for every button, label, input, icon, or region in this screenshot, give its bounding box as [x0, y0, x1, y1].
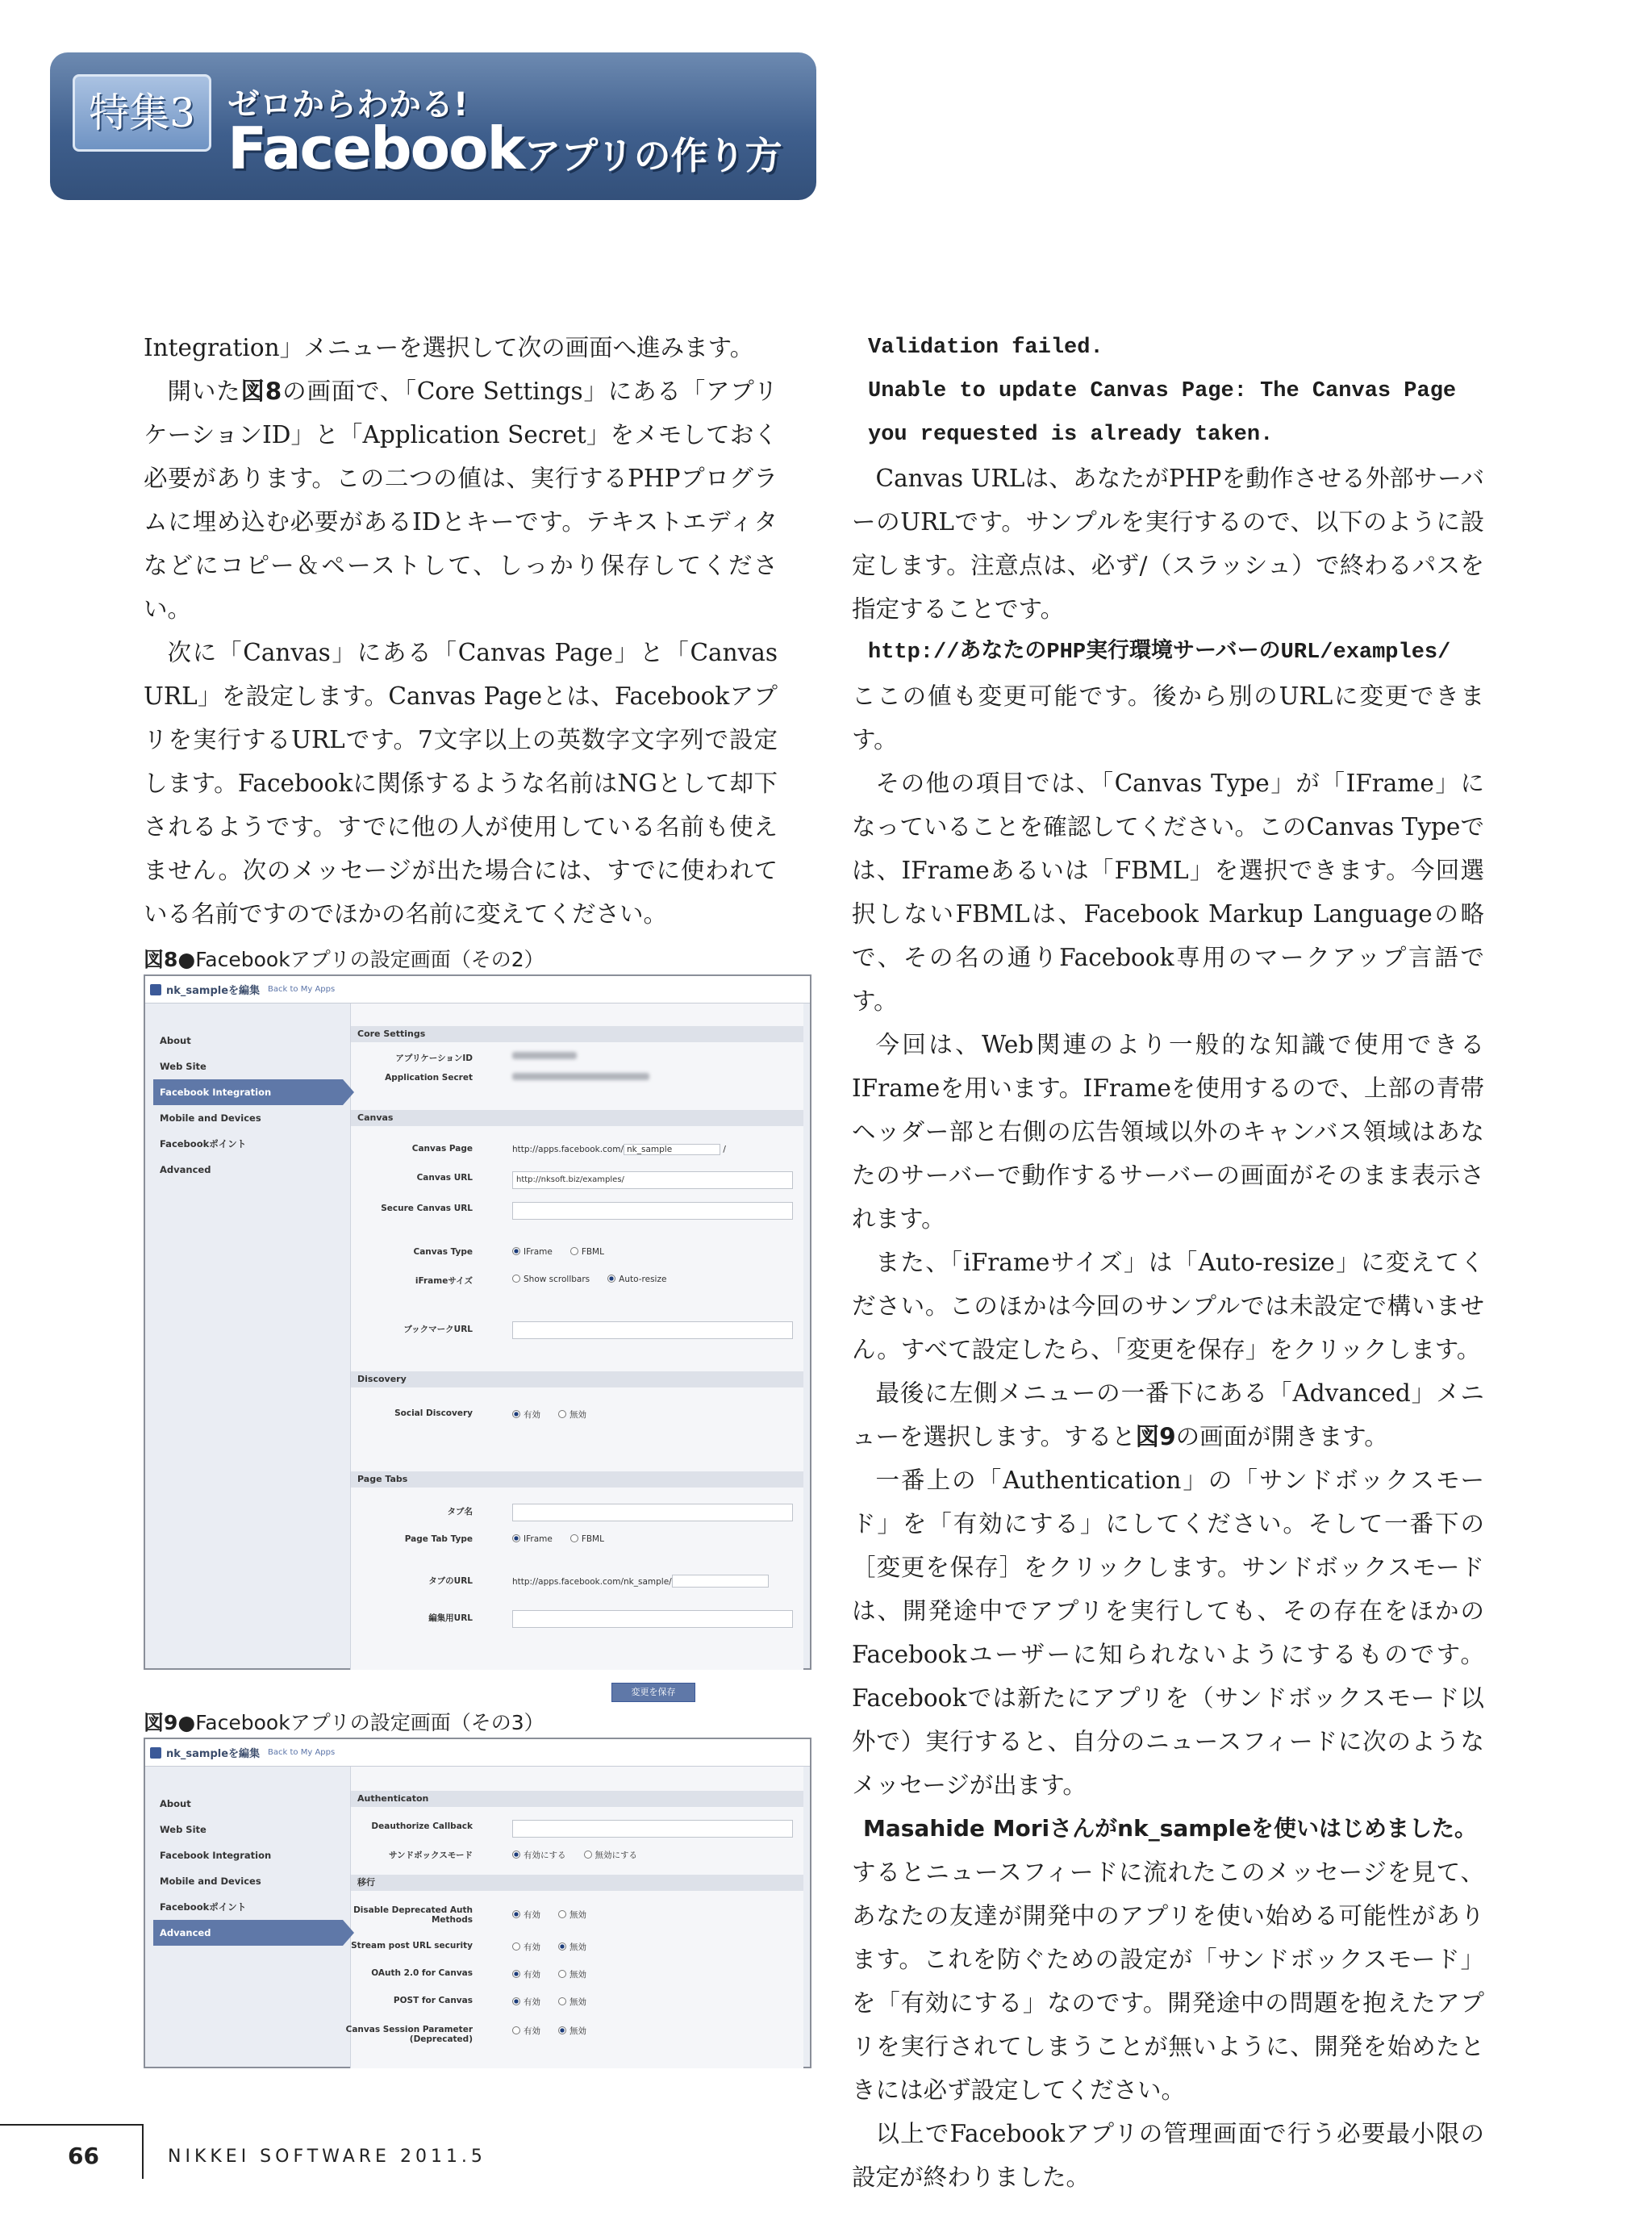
- row-app-id: アプリケーションID: [351, 1050, 803, 1066]
- folio-rule-horizontal: [0, 2124, 142, 2126]
- app-header: [145, 1739, 810, 1767]
- left-paragraph-2: 開いた図8の画面で、「Core Settings」にある「アプリケーションID」と「Application Secret」をメモしておく必要があります。この二つの値は、実行するPHPプログラムに埋め込む必要があるIDとキーです。テキストエディタなどにコピー＆ペーストして、しっかり保存してください。: [144, 378, 778, 623]
- deauthorize-callback-input[interactable]: [512, 1820, 793, 1838]
- figure-8-caption: 図8●Facebookアプリの設定画面（その2）: [144, 948, 544, 971]
- news-feed-message: Masahide Moriさんがnk_sampleを使いはじめました。: [863, 1815, 1478, 1842]
- section-page-tabs: Page Tabs: [351, 1471, 803, 1488]
- canvas-url-input[interactable]: http://nksoft.biz/examples/: [512, 1171, 793, 1189]
- left-paragraph-3: 次に「Canvas」にある「Canvas Page」と「Canvas URL」を設定します。Canvas Pageとは、Facebookアプリを実行するURLです。7文字以上の英数字文字列で設定します。Facebookに関係するような名前はNGとして却下されるようです。すでに他の人が使用している名前も使えません。次のメッセージが出た場合には、すでに使われている名前ですのでほかの名前に変えてください。: [144, 639, 778, 928]
- row-oauth-for-canvas: OAuth 2.0 for Canvas 有効 無効: [371, 1968, 586, 1980]
- sidebar-item-facebook-integration[interactable]: Facebook Integration: [153, 1079, 343, 1105]
- sidebar-item-mobile-and-devices[interactable]: Mobile and Devices: [160, 1112, 261, 1124]
- section-core-settings: Core Settings: [351, 1026, 803, 1042]
- oauth-enabled-radio[interactable]: 有効: [512, 1970, 540, 1980]
- row-canvas-session-parameter: Canvas Session Parameter (Deprecated) 有効 無効: [345, 2025, 586, 2044]
- section-canvas: Canvas: [351, 1110, 803, 1126]
- figure-8-screenshot: [144, 974, 811, 1697]
- right-paragraph-6: 最後に左側メニューの一番下にある「Advanced」メニューを選択します。すると図9の画面が開きます。: [852, 1379, 1484, 1450]
- session-param-enabled-radio[interactable]: 有効: [512, 2026, 540, 2036]
- canvas-page-input[interactable]: nk_sample: [624, 1144, 720, 1155]
- sidebar-item-about[interactable]: About: [160, 1035, 191, 1046]
- facebook-logo-icon: [150, 1747, 161, 1759]
- folio-rule-vertical: [142, 2124, 144, 2179]
- section-migration: 移行: [351, 1875, 803, 1891]
- tab-url-input[interactable]: [672, 1575, 769, 1588]
- row-canvas-page: Canvas Page http://apps.facebook.com/ nk_sample /: [411, 1144, 726, 1154]
- settings-panel: [350, 1004, 803, 1670]
- left-column: [144, 326, 778, 936]
- sidebar-item-advanced[interactable]: Advanced: [153, 1920, 343, 1946]
- figure-9-reference: 図9: [1135, 1423, 1176, 1450]
- back-to-my-apps-link[interactable]: Back to My Apps: [268, 985, 336, 994]
- app-edit-title: nk_sampleを編集: [166, 1748, 261, 1760]
- facebook-logo-icon: [150, 984, 161, 995]
- show-scrollbars-radio[interactable]: Show scrollbars: [512, 1275, 590, 1284]
- sidebar-item-facebook-integration[interactable]: Facebook Integration: [160, 1850, 272, 1861]
- row-secure-canvas-url: Secure Canvas URL: [351, 1202, 803, 1218]
- feature-kicker: ゼロからわかる!: [227, 86, 469, 123]
- sandbox-disable-radio[interactable]: 無効にする: [584, 1851, 638, 1860]
- right-paragraph-9: 以上でFacebookアプリの管理画面で行う必要最小限の設定が終わりました。: [852, 2120, 1484, 2191]
- row-bookmark-url: ブックマークURL: [351, 1321, 803, 1337]
- canvas-type-fbml-radio[interactable]: FBML: [570, 1247, 604, 1257]
- post-canvas-disabled-radio[interactable]: 無効: [558, 1997, 586, 2007]
- figure-8-reference: 図8: [240, 378, 282, 405]
- row-canvas-url: Canvas URL http://nksoft.biz/examples/: [351, 1171, 803, 1187]
- deprecated-auth-disabled-radio[interactable]: 無効: [558, 1910, 586, 1920]
- sandbox-enable-radio[interactable]: 有効にする: [512, 1851, 566, 1860]
- section-discovery: Discovery: [351, 1371, 803, 1387]
- right-paragraph-7: 一番上の「Authentication」の「サンドボックスモード」を「有効にする」にしてください。そして一番下の［変更を保存］をクリックします。サンドボックスモードは、開発途中でアプリを実行しても、その存在をほかのFacebookユーザーに知られないようにするものです。Facebookでは新たにアプリを（サンドボックスモード以外で）実行すると、自分のニュースフィードに次のようなメッセージが出ます。: [852, 1467, 1484, 1799]
- back-to-my-apps-link[interactable]: Back to My Apps: [268, 1748, 336, 1757]
- oauth-disabled-radio[interactable]: 無効: [558, 1970, 586, 1980]
- sidebar-item-facebook-points[interactable]: Facebookポイント: [160, 1138, 247, 1150]
- feature-badge: 特集3: [73, 74, 211, 152]
- figure-9-screenshot: [144, 1738, 811, 2068]
- right-paragraph-8: するとニュースフィードに流れたこのメッセージを見て、あなたの友達が開発中のアプリを使い始める可能性があります。これを防ぐための設定が「サンドボックスモード」を「有効にする」なのです。開発途中の問題を抱えたアプリを実行されてしまうことが無いように、開発を始めたときには必ず設定してください。: [852, 1859, 1484, 2104]
- edit-url-input[interactable]: [512, 1610, 793, 1628]
- session-param-disabled-radio[interactable]: 無効: [558, 2026, 586, 2036]
- row-social-discovery: Social Discovery 有効 無効: [394, 1408, 586, 1420]
- sidebar-item-mobile-and-devices[interactable]: Mobile and Devices: [160, 1876, 261, 1887]
- error-message-line-2: Unable to update Canvas Page: The Canvas Page you requested is already taken.: [868, 379, 1457, 447]
- feature-headline: [227, 115, 782, 182]
- headline-facebook: Facebook: [227, 115, 524, 182]
- row-tab-url: タブのURL http://apps.facebook.com/nk_sample/: [351, 1573, 803, 1589]
- bookmark-url-input[interactable]: [512, 1321, 793, 1339]
- app-header: [145, 976, 810, 1004]
- stream-security-enabled-radio[interactable]: 有効: [512, 1942, 540, 1952]
- social-discovery-disabled-radio[interactable]: 無効: [558, 1410, 586, 1420]
- app-sidebar: [153, 1791, 352, 1946]
- row-iframe-size: iFrameサイズ Show scrollbars Auto-resize: [415, 1275, 667, 1286]
- sidebar-item-advanced[interactable]: Advanced: [160, 1164, 211, 1175]
- right-paragraph-2: ここの値も変更可能です。後から別のURLに変更できます。: [852, 682, 1484, 753]
- figure-9-caption: 図9●Facebookアプリの設定画面（その3）: [144, 1711, 544, 1734]
- sidebar-item-facebook-points[interactable]: Facebookポイント: [160, 1901, 247, 1913]
- stream-security-disabled-radio[interactable]: 無効: [558, 1942, 586, 1952]
- page-tab-iframe-radio[interactable]: IFrame: [512, 1534, 553, 1544]
- tab-name-input[interactable]: [512, 1504, 793, 1521]
- row-page-tab-type: Page Tab Type IFrame FBML: [404, 1534, 604, 1544]
- social-discovery-enabled-radio[interactable]: 有効: [512, 1410, 540, 1420]
- row-deauthorize-callback: Deauthorize Callback: [351, 1820, 803, 1836]
- right-paragraph-5: また、「iFrameサイズ」は「Auto-resize」に変えてください。このほかは今回のサンプルでは未設定で構いません。すべて設定したら、「変更を保存」をクリックします。: [852, 1249, 1484, 1363]
- secure-canvas-url-input[interactable]: [512, 1202, 793, 1220]
- row-stream-post-url-security: Stream post URL security 有効 無効: [351, 1941, 586, 1952]
- row-canvas-type: Canvas Type IFrame FBML: [413, 1247, 604, 1257]
- magazine-name: NIKKEI SOFTWARE 2011.5: [168, 2147, 486, 2167]
- app-edit-title: nk_sampleを編集: [166, 985, 261, 997]
- row-disable-deprecated-auth: Disable Deprecated Auth Methods 有効 無効: [353, 1905, 586, 1925]
- deprecated-auth-enabled-radio[interactable]: 有効: [512, 1910, 540, 1920]
- row-sandbox-mode: サンドボックスモード 有効にする 無効にする: [389, 1851, 637, 1860]
- page-number: 66: [68, 2143, 99, 2169]
- row-post-for-canvas: POST for Canvas 有効 無効: [393, 1996, 586, 2007]
- right-paragraph-1: Canvas URLは、あなたがPHPを動作させる外部サーバーのURLです。サンプルを実行するので、以下のように設定します。注意点は、必ず/（スラッシュ）で終わるパスを指定することです。: [852, 465, 1484, 623]
- headline-subtitle: アプリの作り方: [524, 134, 782, 177]
- section-authentication: Authenticaton: [351, 1791, 803, 1807]
- right-paragraph-3: その他の項目では、「Canvas Type」が「IFrame」になっていることを確認してください。このCanvas Typeでは、IFrameあるいは「FBML」を選択できます。今回選択しないFBMLは、Facebook Markup Languageの略で、その名の通りFacebook専用のマークアップ言語です。: [852, 770, 1484, 1015]
- canvas-type-iframe-radio[interactable]: IFrame: [512, 1247, 553, 1257]
- app-sidebar: [153, 1028, 352, 1183]
- row-edit-url: 編集用URL: [351, 1610, 803, 1626]
- post-canvas-enabled-radio[interactable]: 有効: [512, 1997, 540, 2007]
- right-column: [852, 326, 1484, 2199]
- error-message-line-1: Validation failed.: [868, 336, 1103, 360]
- canvas-url-example: http://あなたのPHP実行環境サーバーのURL/examples/: [868, 640, 1451, 665]
- settings-panel: [345, 1767, 803, 2068]
- right-paragraph-4: 今回は、Web関連のより一般的な知識で使用できるIFrameを用います。IFrameを使用するので、上部の青帯ヘッダー部と右側の広告領域以外のキャンバス領域はあなたのサーバーで動作するサーバーの画面がそのまま表示されます。: [852, 1031, 1484, 1233]
- page-tab-fbml-radio[interactable]: FBML: [570, 1534, 604, 1544]
- auto-resize-radio[interactable]: Auto-resize: [607, 1275, 666, 1284]
- row-tab-name: タブ名: [351, 1504, 803, 1520]
- sidebar-item-web-site[interactable]: Web Site: [160, 1824, 206, 1835]
- row-app-secret: Application Secret: [351, 1071, 803, 1087]
- save-changes-button[interactable]: 変更を保存: [611, 1683, 695, 1702]
- sidebar-item-about[interactable]: About: [160, 1798, 191, 1809]
- sidebar-item-web-site[interactable]: Web Site: [160, 1061, 206, 1072]
- left-paragraph-1: Integration」メニューを選択して次の画面へ進みます。: [144, 334, 754, 361]
